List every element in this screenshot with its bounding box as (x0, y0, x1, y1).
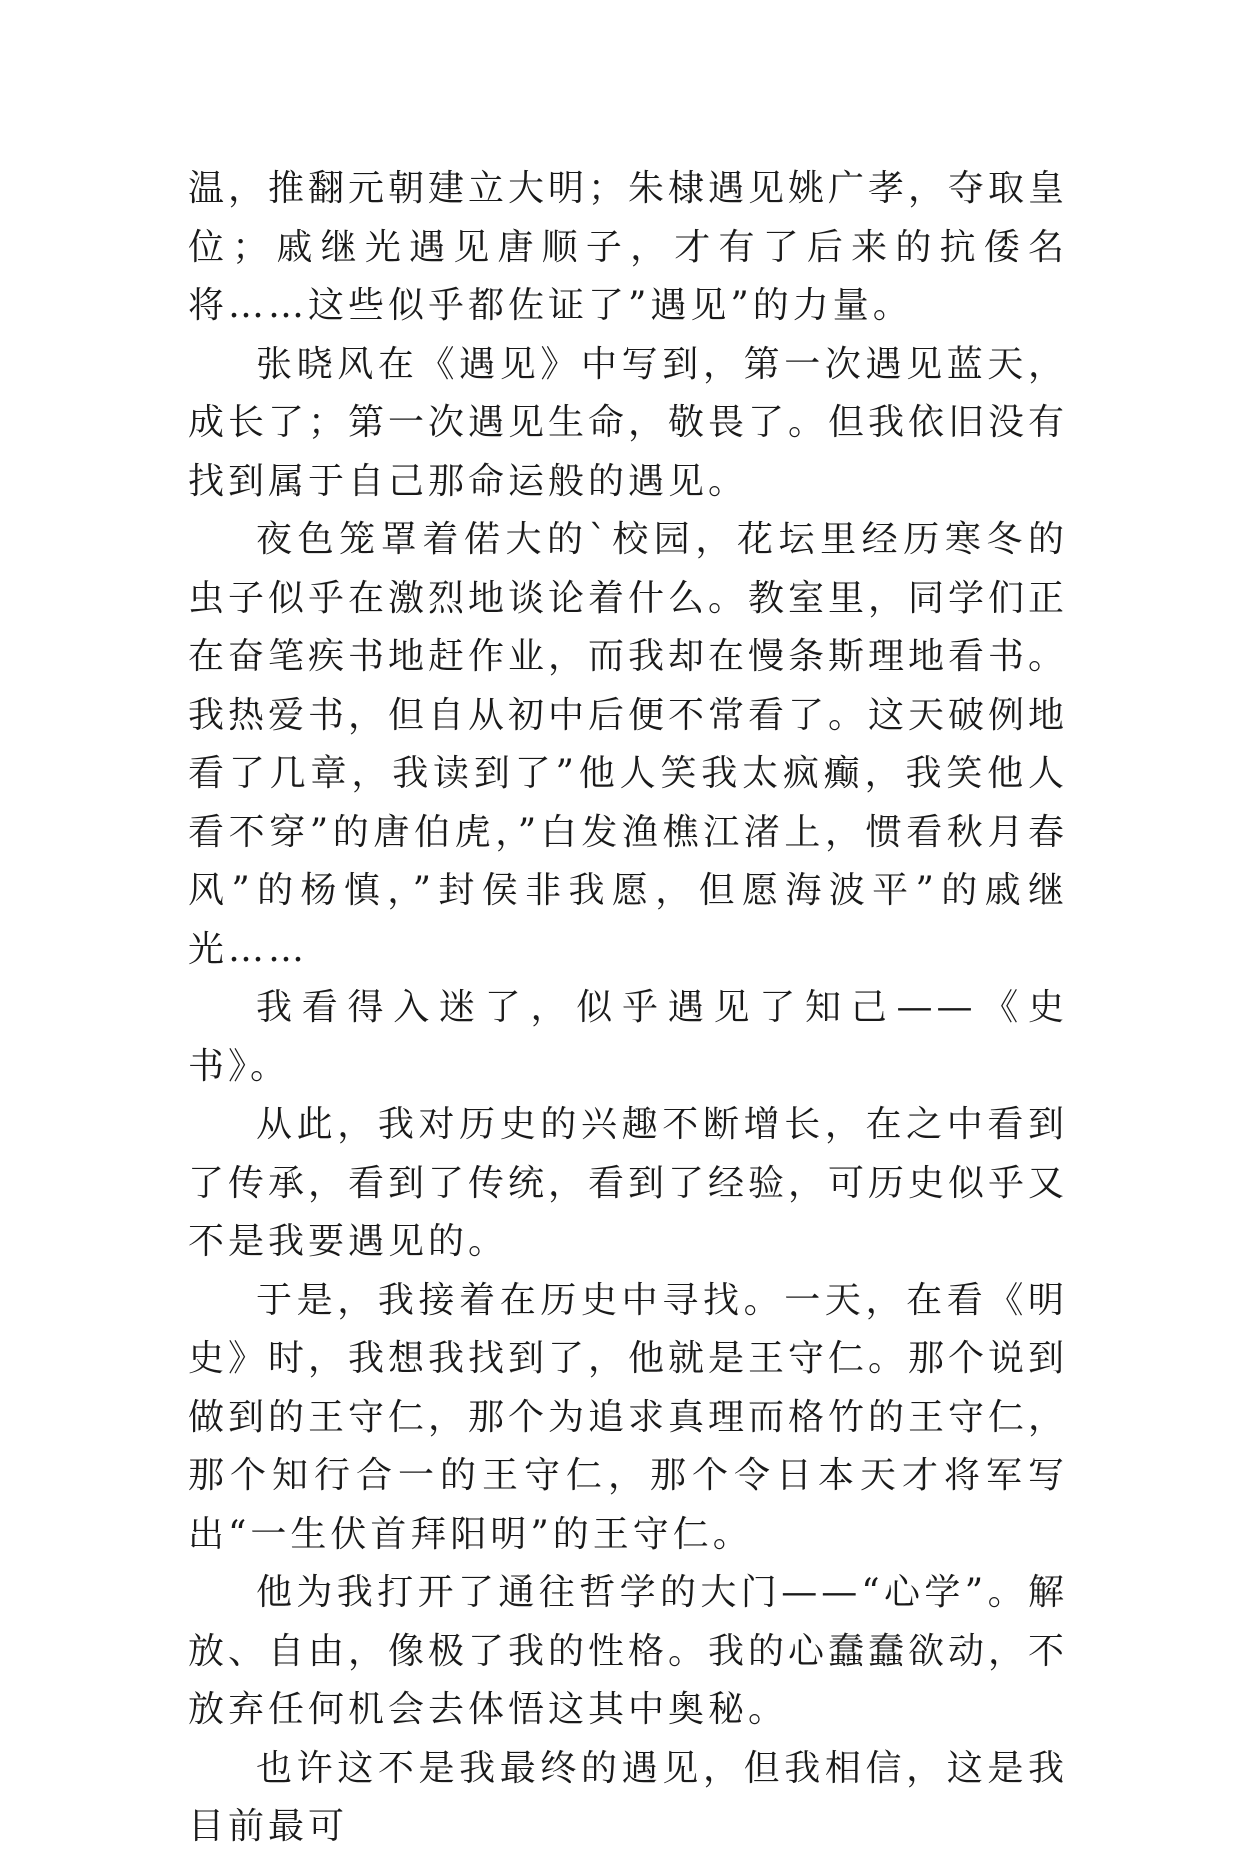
document-body (188, 160, 1068, 1857)
paragraph: 也许这不是我最终的遇见，但我相信，这是我目前最可 (188, 1747, 1068, 1847)
paragraph: 于是，我接着在历史中寻找。一天，在看《明史》时，我想我找到了，他就是王守仁。那个说到做到的王守仁，那个为追求真理而格竹的王守仁，那个知行合一的王守仁，那个令日本天才将军写出“一生伏首拜阳明”的王守仁。 (188, 1279, 1069, 1555)
paragraph: 从此，我对历史的兴趣不断增长，在之中看到了传承，看到了传统，看到了经验，可历史似乎又不是我要遇见的。 (188, 1104, 1069, 1262)
paragraph: 我看得入迷了，似乎遇见了知己——《史书》。 (188, 987, 1068, 1087)
paragraph: 夜色笼罩着偌大的`校园，花坛里经历寒冬的虫子似乎在激烈地谈论着什么。教室里，同学们正在奋笔疾书地赶作业，而我却在慢条斯理地看书。我热爱书，但自从初中后便不常看了。这天破例地看了几章，我读到了”他人笑我太疯癫，我笑他人看不穿”的唐伯虎，”白发渔樵江渚上，惯看秋月春风”的杨慎，”封侯非我愿，但愿海波平”的戚继光…… (188, 519, 1069, 970)
paragraph: 他为我打开了通往哲学的大门——“心学”。解放、自由，像极了我的性格。我的心蠢蠢欲动，不放弃任何机会去体悟这其中奥秘。 (188, 1572, 1069, 1730)
paragraph: 温，推翻元朝建立大明；朱棣遇见姚广孝，夺取皇位；戚继光遇见唐顺子，才有了后来的抗倭名将……这些似乎都佐证了”遇见”的力量。 (188, 168, 1069, 326)
paragraph: 张晓风在《遇见》中写到，第一次遇见蓝天，成长了；第一次遇见生命，敬畏了。但我依旧没有找到属于自己那命运般的遇见。 (188, 343, 1069, 502)
